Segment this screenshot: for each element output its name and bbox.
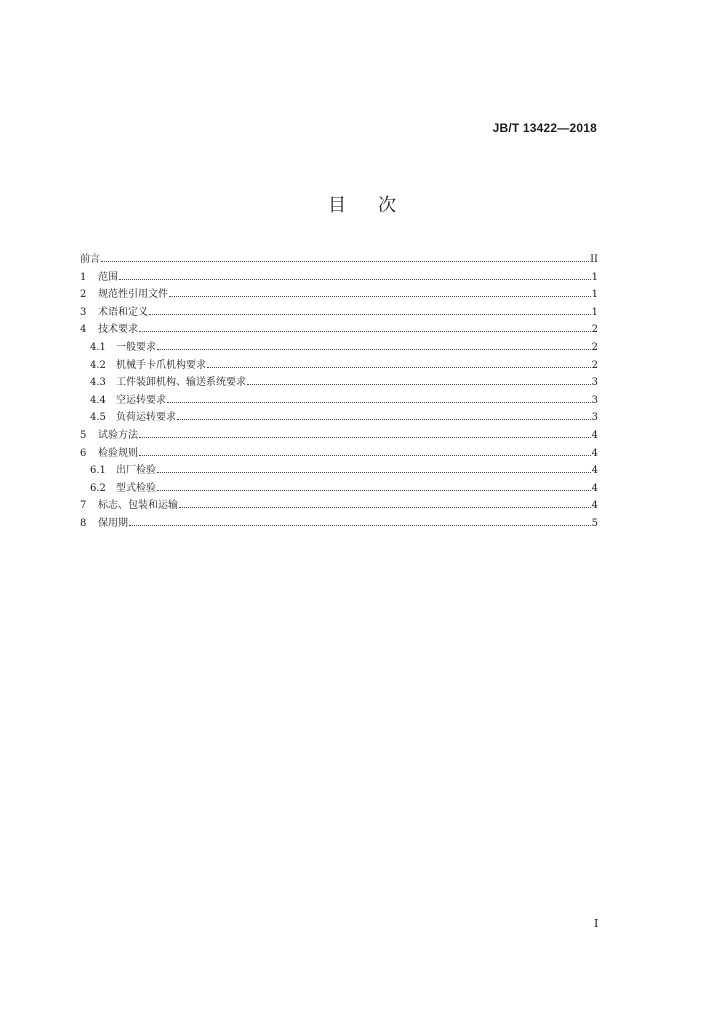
toc-dot-leader [139,437,591,438]
toc-entry-number: 6.1 [90,465,106,477]
standard-number: JB/T 13422—2018 [492,121,597,135]
toc-entry-label: 一般要求 [116,341,156,353]
toc-entry-number: 4.1 [90,341,106,353]
toc-entry-label: 型式检验 [116,482,156,494]
toc-entry[interactable] [80,339,598,357]
toc-entry-page: 4 [591,500,598,512]
toc-entry-label: 负荷运转要求 [116,412,176,424]
toc-entry-page: 5 [591,517,598,529]
toc-entry-page: II [590,254,598,265]
toc-entry-label: 标志、包装和运输 [98,500,178,512]
toc-entry-number: 4 [80,324,87,336]
toc-entry-page: 1 [591,289,598,301]
toc-dot-leader [169,296,591,297]
toc-entry-page: 1 [591,271,598,283]
toc-entry[interactable] [80,286,598,304]
toc-dot-leader [139,455,591,456]
toc-entry[interactable] [80,269,598,287]
toc-dot-leader [101,261,589,262]
toc-entry[interactable] [80,357,598,375]
toc-dot-leader [247,384,591,385]
toc-entry-label: 规范性引用文件 [98,289,168,301]
toc-entry-number: 7 [80,500,87,512]
toc-entry-page: 4 [591,482,598,494]
toc-entry-label: 出厂检验 [116,465,156,477]
toc-entry[interactable] [80,374,598,392]
toc-title: 目次 [328,195,428,216]
toc-entry[interactable] [80,304,598,322]
toc-entry-label: 试验方法 [98,429,138,441]
toc-entry-label: 保用期 [98,517,128,529]
toc-dot-leader [149,314,591,315]
toc-entry-page: 2 [591,324,598,336]
toc-entry-page: 4 [591,465,598,477]
toc-entry[interactable] [80,515,598,533]
toc-entry[interactable] [80,392,598,410]
toc-entry[interactable] [80,462,598,480]
toc-entry-label: 机械手卡爪机构要求 [116,359,206,371]
toc-entry-label: 空运转要求 [116,394,166,406]
toc-entry-label: 前言 [80,254,100,265]
toc-entry-number: 8 [80,517,87,529]
toc-entry-label: 检验规则 [98,447,138,459]
toc-dot-leader [157,472,591,473]
toc-entry-number: 6.2 [90,482,106,494]
toc-dot-leader [167,402,591,403]
table-of-contents [80,251,598,533]
toc-entry-page: 1 [591,306,598,318]
toc-dot-leader [157,349,591,350]
toc-entry-label: 范围 [98,271,118,283]
toc-entry[interactable] [80,321,598,339]
toc-entry-label: 术语和定义 [98,306,148,318]
toc-dot-leader [129,525,591,526]
toc-entry-page: 4 [591,429,598,441]
toc-entry[interactable] [80,409,598,427]
toc-entry-number: 4.3 [90,377,106,389]
toc-entry-number: 4.5 [90,412,106,424]
page-number: I [594,917,599,930]
toc-entry-number: 5 [80,429,87,441]
toc-entry-page: 3 [591,377,598,389]
toc-entry-number: 4.4 [90,394,106,406]
toc-entry-page: 3 [591,412,598,424]
toc-dot-leader [119,279,591,280]
toc-entry-label: 工件装卸机构、输送系统要求 [116,377,246,389]
toc-entry[interactable] [80,251,598,269]
toc-entry-number: 2 [80,289,87,301]
toc-dot-leader [157,490,591,491]
toc-entry-page: 2 [591,341,598,353]
toc-entry-page: 2 [591,359,598,371]
toc-entry-number: 4.2 [90,359,106,371]
toc-entry-label: 技术要求 [98,324,138,336]
toc-dot-leader [139,331,591,332]
toc-entry[interactable] [80,497,598,515]
toc-entry[interactable] [80,427,598,445]
toc-dot-leader [179,507,591,508]
toc-entry-page: 3 [591,394,598,406]
toc-entry-number: 3 [80,306,87,318]
toc-entry[interactable] [80,445,598,463]
toc-dot-leader [207,367,591,368]
toc-entry-number: 6 [80,447,87,459]
toc-entry-number: 1 [80,271,87,283]
toc-entry-page: 4 [591,447,598,459]
toc-dot-leader [177,419,591,420]
toc-entry[interactable] [80,480,598,498]
